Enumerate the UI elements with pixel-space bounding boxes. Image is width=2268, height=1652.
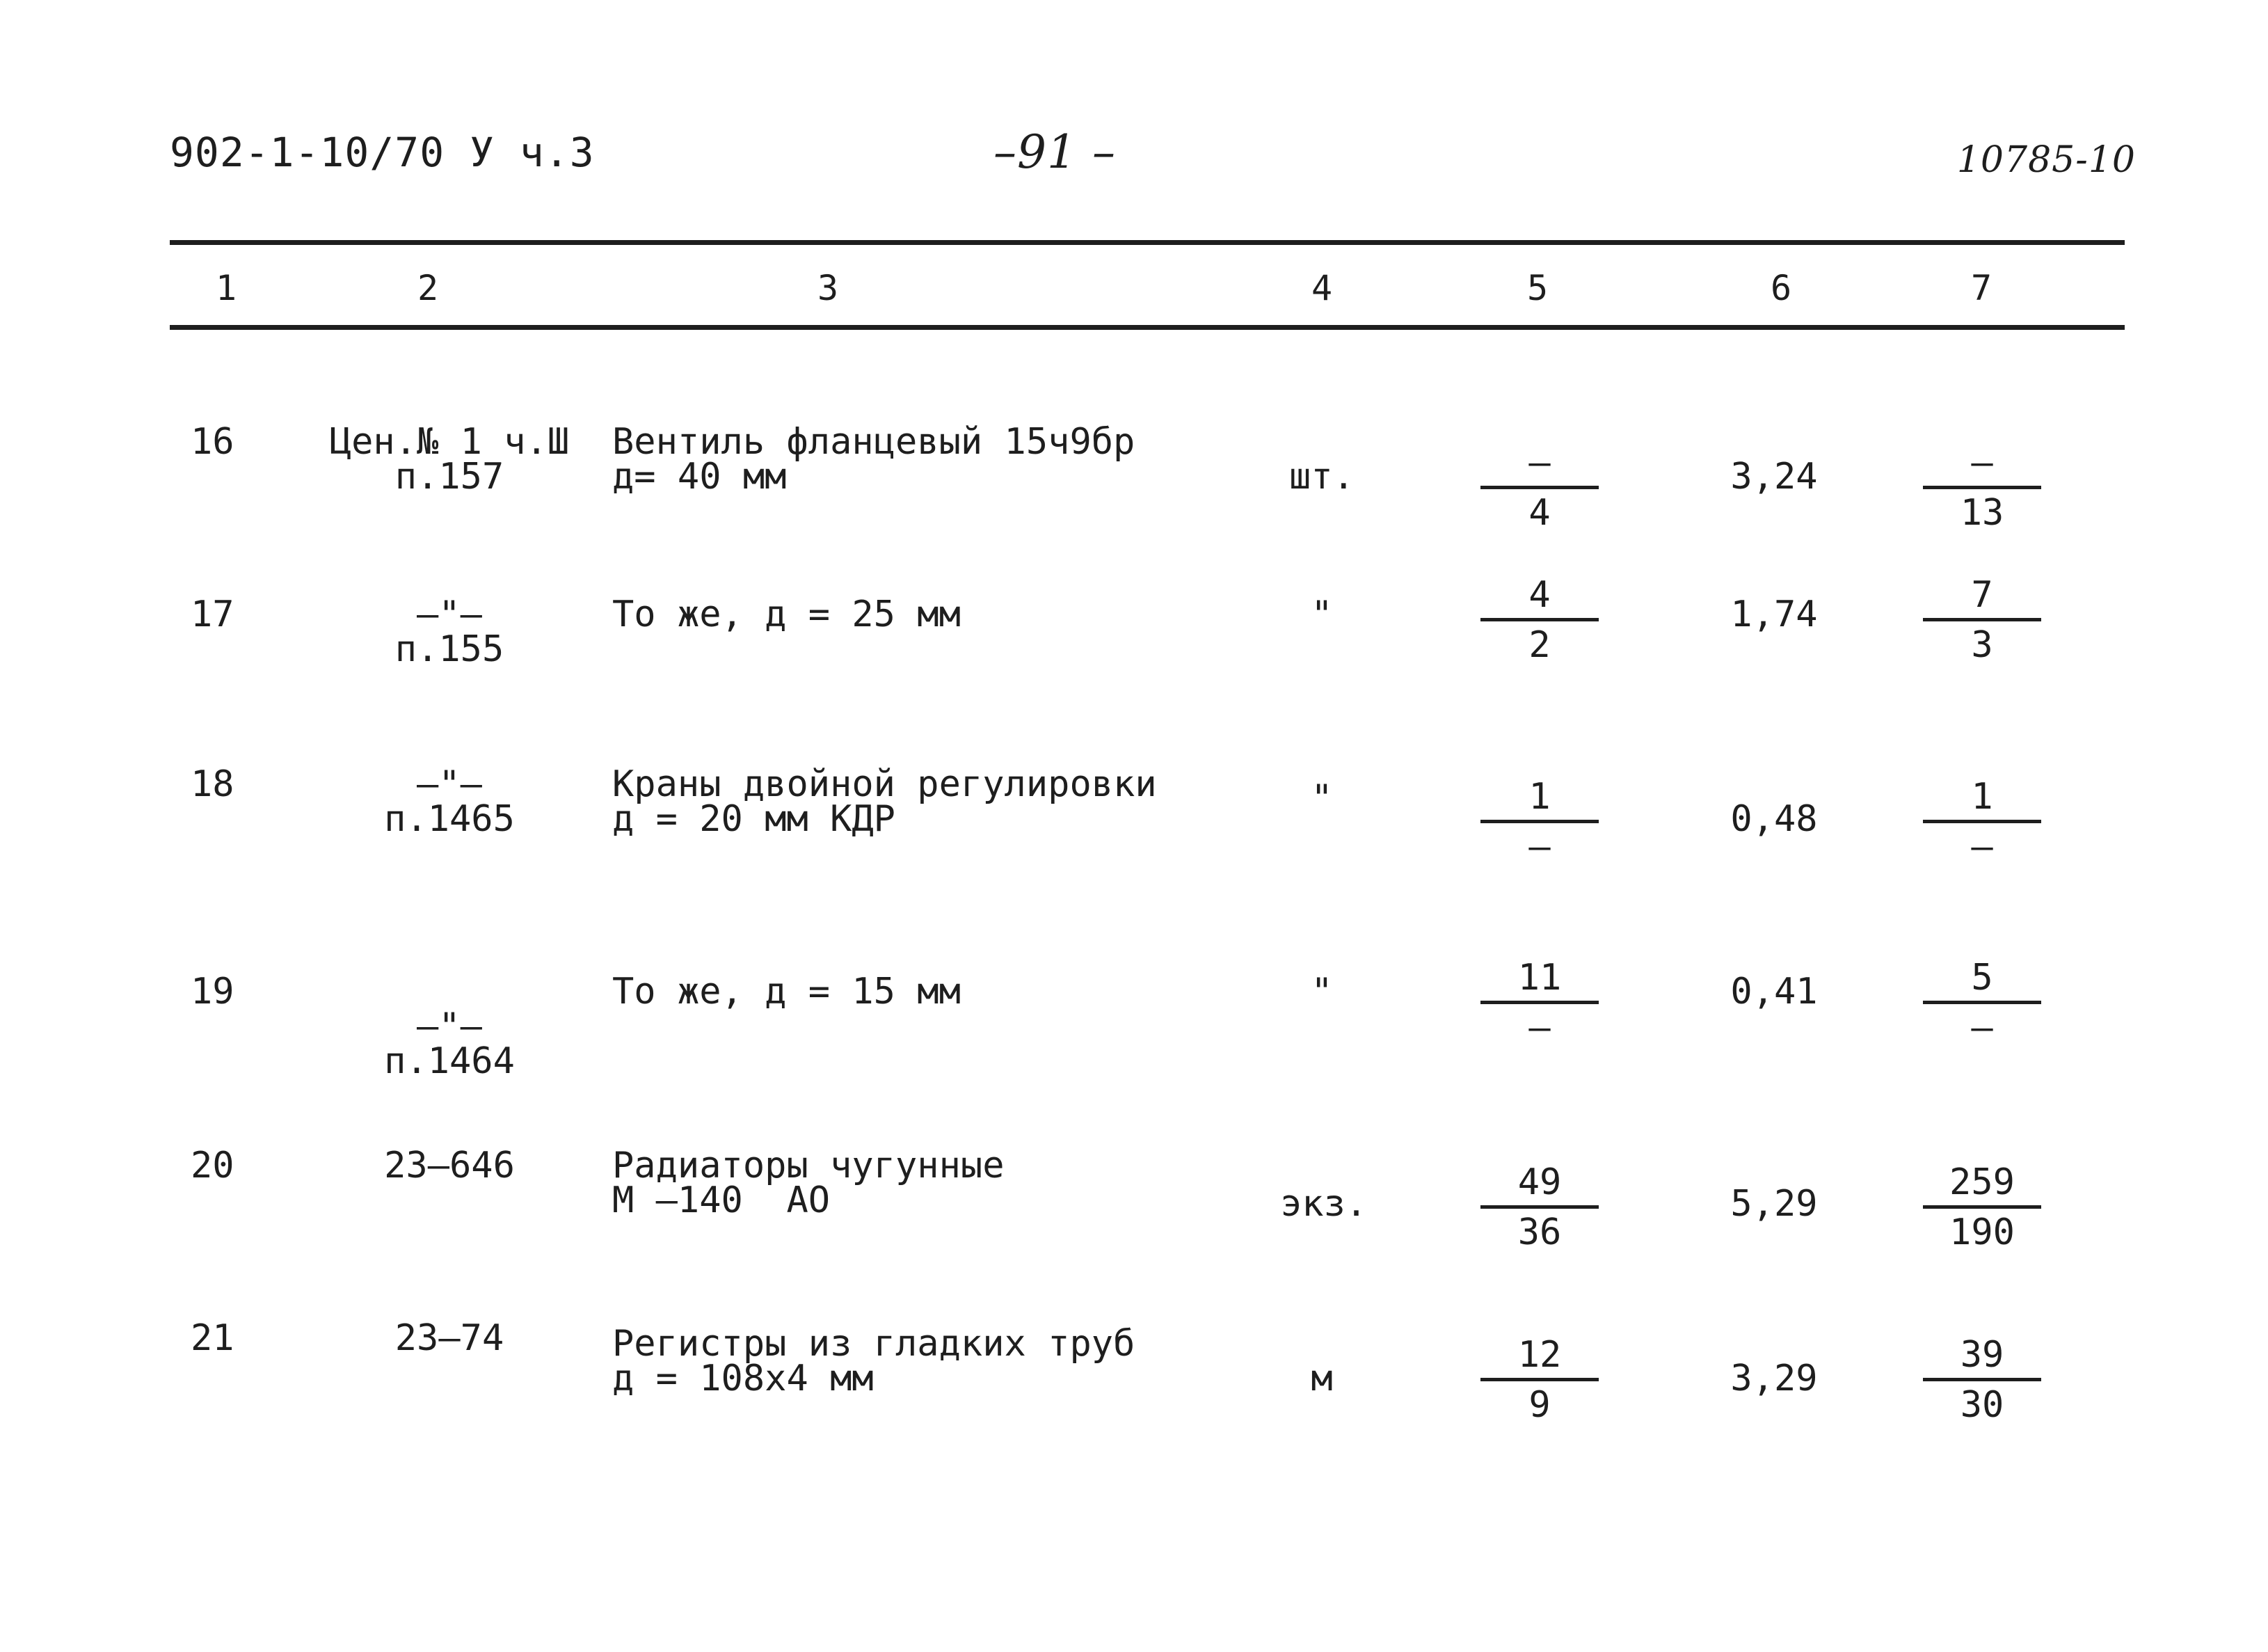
item-number: 17 bbox=[191, 594, 234, 635]
item-name: То же, д = 15 мм bbox=[612, 971, 961, 1012]
price-reference: –"– п.1465 bbox=[384, 763, 515, 840]
column-number-2: 2 bbox=[417, 268, 439, 308]
unit-price: 3,24 bbox=[1730, 456, 1818, 498]
column-number-1: 1 bbox=[215, 268, 237, 308]
table-row bbox=[0, 1317, 2268, 1460]
unit-price: 3,29 bbox=[1730, 1358, 1818, 1399]
unit-price: 0,48 bbox=[1730, 798, 1818, 840]
item-number: 21 bbox=[191, 1317, 234, 1359]
cost-fraction: 7 3 bbox=[1923, 578, 2041, 675]
column-number-4: 4 bbox=[1311, 268, 1333, 308]
table-row bbox=[0, 1145, 2268, 1287]
unit: " bbox=[1311, 777, 1333, 819]
quantity-fraction: 1 – bbox=[1480, 779, 1599, 877]
cost-fraction: 39 30 bbox=[1923, 1337, 2041, 1435]
item-name: Вентиль фланцевый 15ч9бр д= 40 мм bbox=[612, 421, 1135, 498]
item-name: Радиаторы чугунные М –140 АО bbox=[612, 1145, 1005, 1221]
cost-fraction: 1 – bbox=[1923, 779, 2041, 877]
table-top-rule bbox=[170, 240, 2125, 245]
item-number: 18 bbox=[191, 763, 234, 805]
document-code: 902-1-10/70 У ч.3 bbox=[170, 129, 595, 176]
unit-price: 5,29 bbox=[1730, 1183, 1818, 1225]
price-reference: –"– п.1464 bbox=[384, 1006, 515, 1082]
unit: " bbox=[1311, 594, 1333, 635]
column-number-3: 3 bbox=[817, 268, 839, 308]
item-number: 16 bbox=[191, 421, 234, 463]
item-number: 20 bbox=[191, 1145, 234, 1186]
unit: м bbox=[1311, 1358, 1333, 1399]
column-number-5: 5 bbox=[1526, 268, 1549, 308]
table-row bbox=[0, 574, 2268, 736]
unit-price: 1,74 bbox=[1730, 594, 1818, 635]
quantity-fraction: 12 9 bbox=[1480, 1337, 1599, 1435]
item-name: Краны двойной регулировки д = 20 мм КДР bbox=[612, 763, 1157, 840]
page-number: –91 – bbox=[993, 125, 1116, 179]
unit: экз. bbox=[1280, 1183, 1368, 1225]
quantity-fraction: 4 2 bbox=[1480, 578, 1599, 675]
unit: шт. bbox=[1289, 456, 1355, 498]
price-reference: 23–74 bbox=[394, 1317, 504, 1359]
quantity-fraction: – 4 bbox=[1480, 445, 1599, 543]
unit-price: 0,41 bbox=[1730, 971, 1818, 1012]
quantity-fraction: 11 – bbox=[1480, 960, 1599, 1058]
table-row bbox=[0, 957, 2268, 1113]
column-number-6: 6 bbox=[1770, 268, 1792, 308]
price-reference: –"– п.155 bbox=[394, 594, 504, 670]
item-name: Регистры из гладких труб д = 108х4 мм bbox=[612, 1323, 1135, 1399]
cost-fraction: – 13 bbox=[1923, 445, 2041, 543]
table-header-rule bbox=[170, 325, 2125, 330]
cost-fraction: 5 – bbox=[1923, 960, 2041, 1058]
table-row bbox=[0, 763, 2268, 906]
quantity-fraction: 49 36 bbox=[1480, 1165, 1599, 1262]
reference-number: 10785-10 bbox=[1956, 139, 2136, 181]
price-reference: 23–646 bbox=[384, 1145, 515, 1186]
cost-fraction: 259 190 bbox=[1923, 1165, 2041, 1262]
table-row bbox=[0, 421, 2268, 564]
item-number: 19 bbox=[191, 971, 234, 1012]
column-number-7: 7 bbox=[1970, 268, 1993, 308]
price-reference: Цен.№ 1 ч.Ш п.157 bbox=[329, 421, 570, 498]
unit: " bbox=[1311, 971, 1333, 1012]
item-name: То же, д = 25 мм bbox=[612, 594, 961, 635]
